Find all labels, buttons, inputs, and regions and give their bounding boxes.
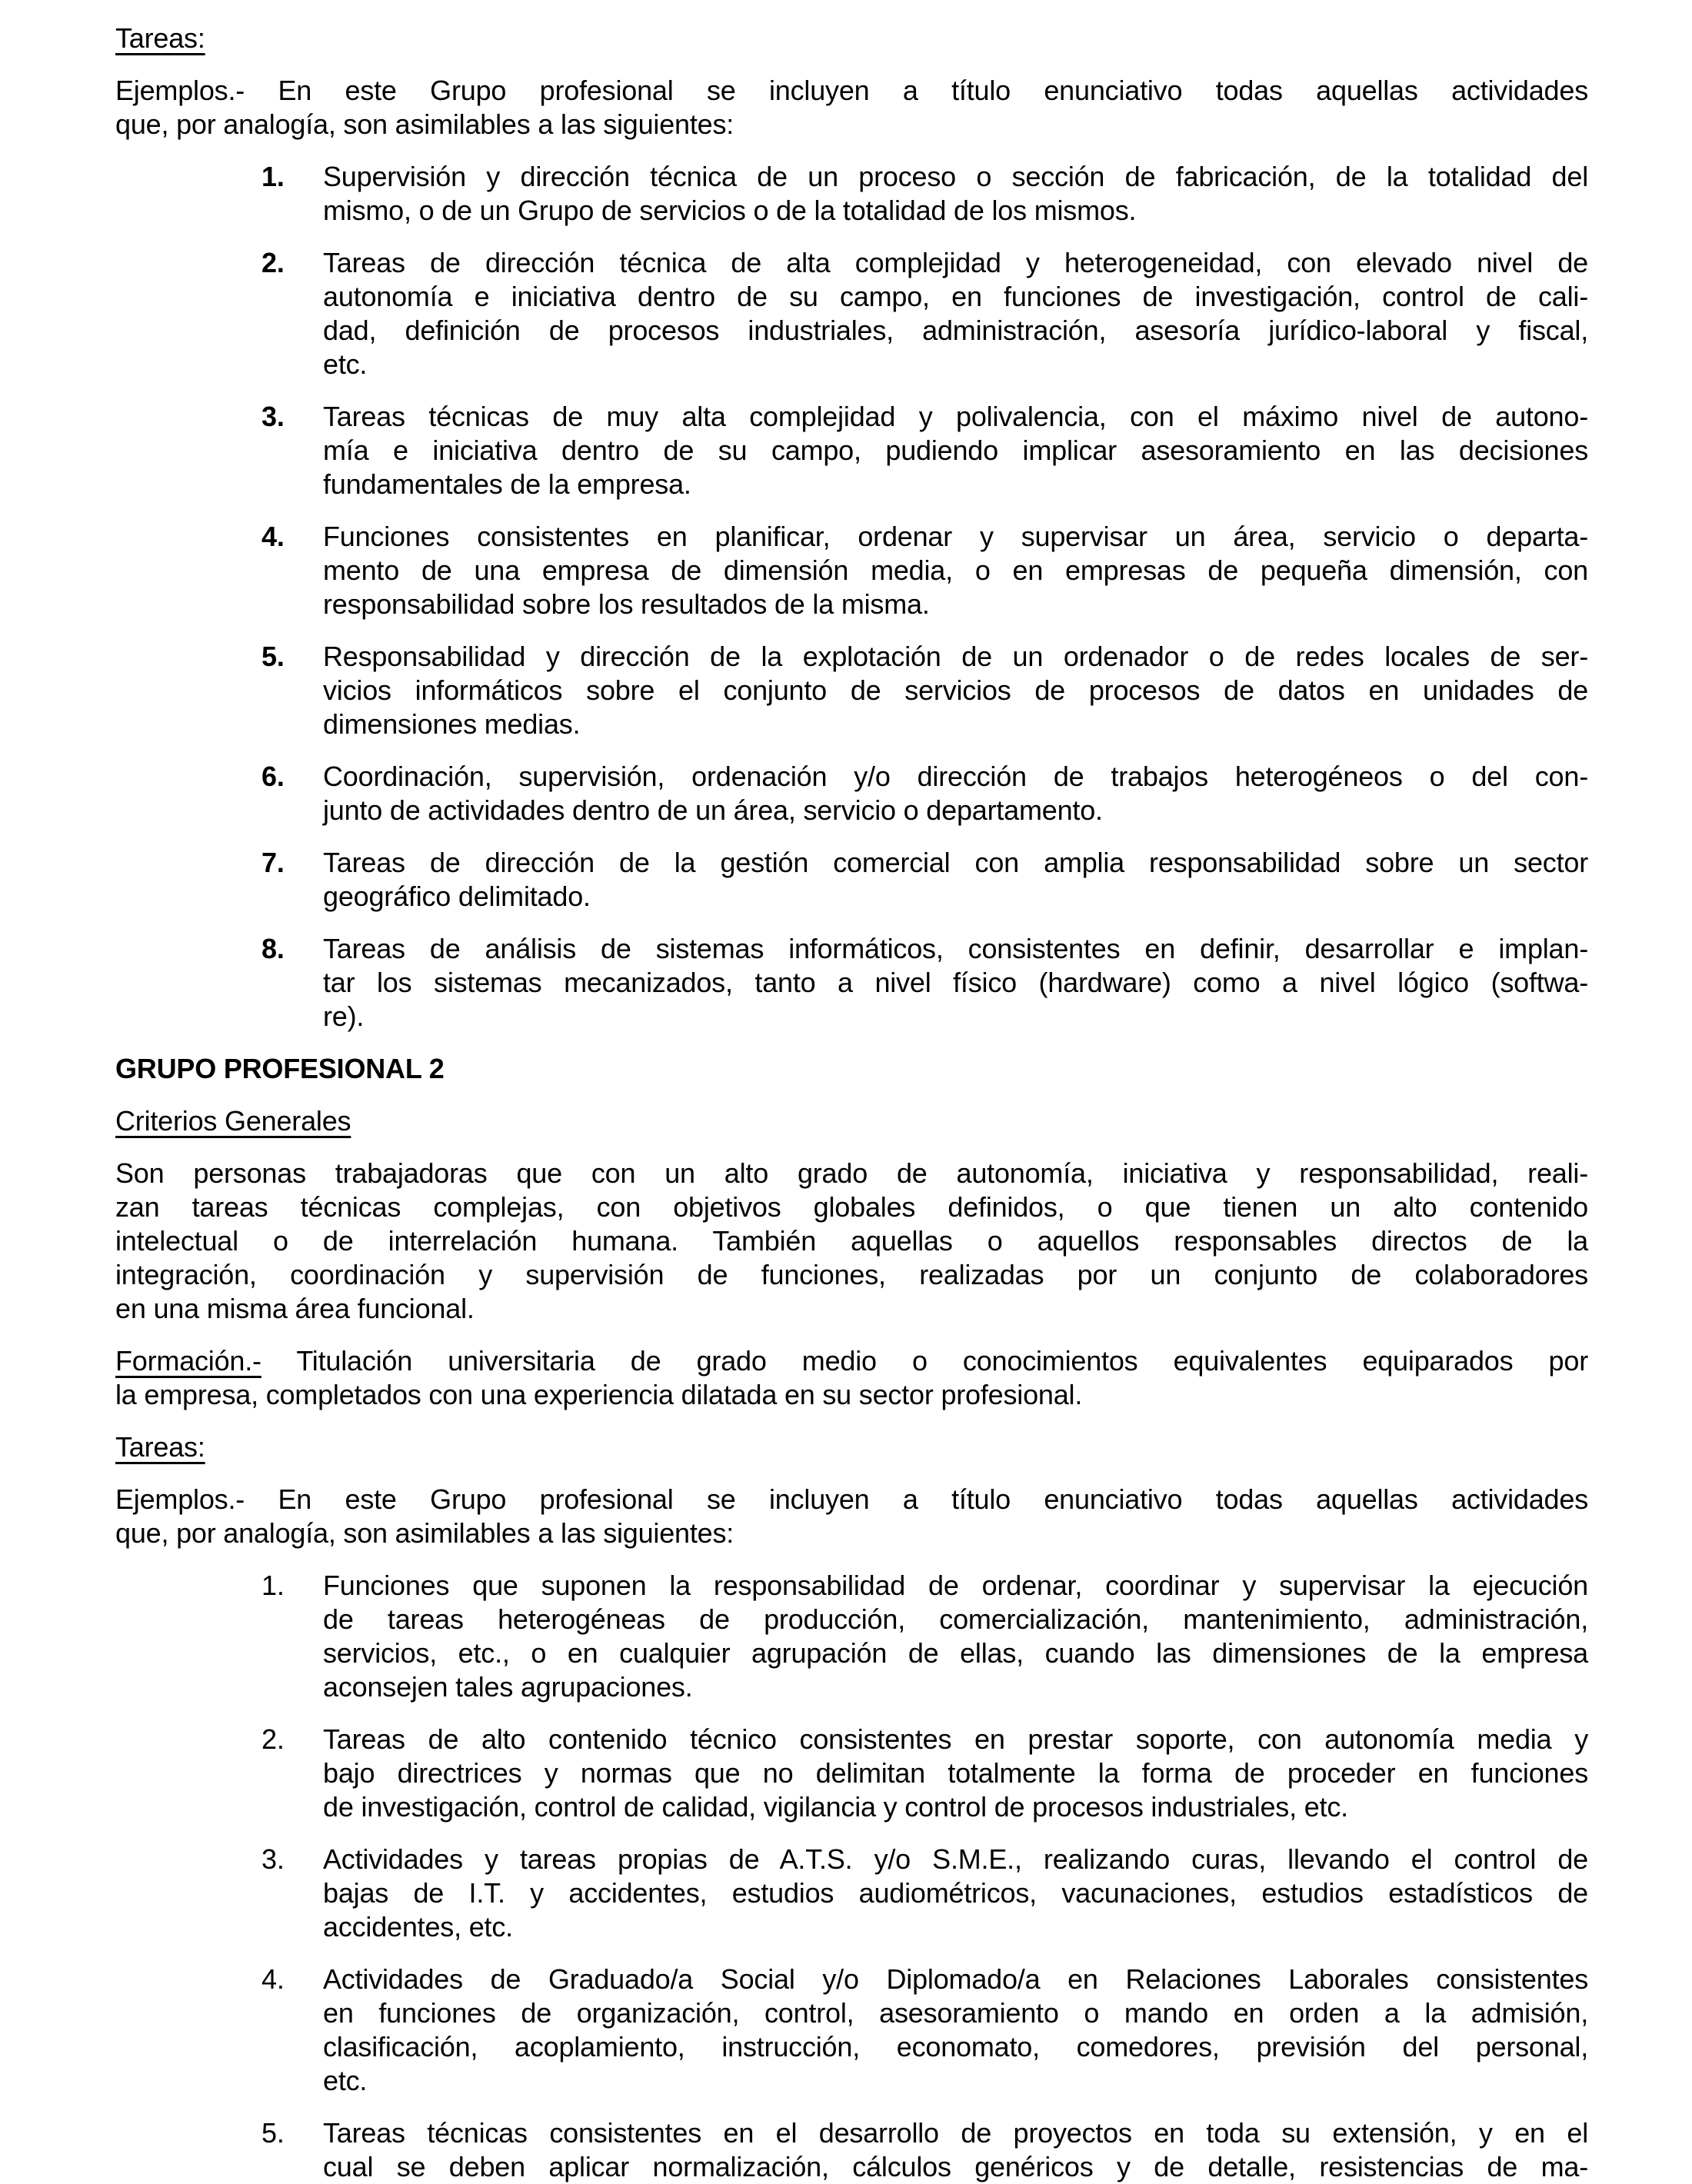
item-text	[323, 160, 1588, 228]
text-line: dad, definición de procesos industriales, administración, asesoría jurídico-laboral y fiscal,	[323, 315, 1588, 346]
grupo-2-title: GRUPO PROFESIONAL 2	[115, 1053, 445, 1084]
item-text	[323, 640, 1588, 741]
list-item	[115, 1569, 1588, 1704]
list-item	[115, 640, 1588, 741]
text-line: de investigación, control de calidad, vigilancia y control de procesos industriales, etc.	[323, 1791, 1348, 1823]
text-line: junto de actividades dentro de un área, servicio o departamento.	[323, 794, 1103, 826]
list-item	[115, 760, 1588, 827]
formacion-label: Formación.-	[115, 1345, 261, 1377]
item-text	[323, 760, 1588, 827]
text-line: etc.	[323, 348, 368, 380]
criterios-generales-paragraph	[115, 1157, 1588, 1326]
list-item	[115, 2116, 1588, 2184]
list-item	[115, 400, 1588, 501]
text-line: tar los sistemas mecanizados, tanto a nivel físico (hardware) como a nivel lógico (softwa-	[323, 967, 1588, 998]
list-item	[115, 1843, 1588, 1944]
tareas-heading	[115, 22, 1588, 55]
text-line: intelectual o de interrelación humana. También aquellas o aquellos responsables directos de la	[115, 1225, 1588, 1257]
text-line: la empresa, completados con una experiencia dilatada en su sector profesional.	[115, 1379, 1083, 1410]
ejemplos-paragraph-2	[115, 1483, 1588, 1550]
text-line: bajas de I.T. y accidentes, estudios audiométricos, vacunaciones, estudios estadísticos de	[323, 1877, 1588, 1909]
text-line: Tareas de dirección técnica de alta complejidad y heterogeneidad, con elevado nivel de	[323, 247, 1588, 278]
text-line: re).	[323, 1000, 365, 1032]
text-line: accidentes, etc.	[323, 1911, 513, 1943]
list-item	[115, 160, 1588, 228]
text-line: Supervisión y dirección técnica de un proceso o sección de fabricación, de la totalidad del	[323, 161, 1588, 192]
criterios-generales-heading	[115, 1104, 1588, 1138]
grupo-2-section	[115, 1052, 1588, 2184]
text-line: mismo, o de un Grupo de servicios o de la totalidad de los mismos.	[323, 195, 1137, 226]
text-line: Tareas de análisis de sistemas informáticos, consistentes en definir, desarrollar e implan-	[323, 933, 1588, 964]
item-text	[323, 2116, 1588, 2184]
text-line: bajo directrices y normas que no delimitan totalmente la forma de proceder en funciones	[323, 1757, 1588, 1789]
item-text	[323, 1843, 1588, 1944]
text-line: servicios, etc., o en cualquier agrupación de ellas, cuando las dimensiones de la empresa	[323, 1637, 1588, 1669]
text-line: Ejemplos.- En este Grupo profesional se incluyen a título enunciativo todas aquellas actividades	[115, 75, 1588, 106]
item-text	[323, 1963, 1588, 2098]
criterios-generales-heading-text: Criterios Generales	[115, 1105, 351, 1137]
text-line: aconsejen tales agrupaciones.	[323, 1671, 693, 1703]
text-line: cual se deben aplicar normalización, cálculos genéricos y de detalle, resistencias de ma-	[323, 2151, 1588, 2182]
text-line: mía e iniciativa dentro de su campo, pudiendo implicar asesoramiento en las decisiones	[323, 434, 1588, 466]
text-line: Funciones consistentes en planificar, ordenar y supervisar un área, servicio o departa-	[323, 521, 1588, 552]
text-line: vicios informáticos sobre el conjunto de servicios de procesos de datos en unidades de	[323, 674, 1588, 706]
item-text	[323, 246, 1588, 381]
text-line	[115, 1344, 1588, 1378]
tareas-heading-2-text: Tareas:	[115, 1431, 205, 1463]
formacion-line1-rest: Titulación universitaria de grado medio o conocimientos equivalentes equiparados por	[261, 1345, 1588, 1377]
item-number: 6.	[261, 761, 285, 792]
item-number: 1.	[261, 161, 285, 192]
text-line: Coordinación, supervisión, ordenación y/o dirección de trabajos heterogéneos o del con-	[323, 761, 1588, 792]
item-text	[323, 1723, 1588, 1824]
text-line: Tareas de dirección de la gestión comercial con amplia responsabilidad sobre un sector	[323, 847, 1588, 878]
text-line: Son personas trabajadoras que con un alto grado de autonomía, iniciativa y responsabilidad, reali-	[115, 1157, 1588, 1189]
item-number: 2.	[261, 1723, 285, 1755]
item-number: 8.	[261, 933, 285, 964]
text-line: fundamentales de la empresa.	[323, 468, 691, 500]
text-line: etc.	[323, 2065, 368, 2096]
list-item	[115, 1723, 1588, 1824]
text-line: dimensiones medias.	[323, 708, 581, 740]
item-text	[323, 520, 1588, 621]
text-line: Funciones que suponen la responsabilidad de ordenar, coordinar y supervisar la ejecución	[323, 1570, 1588, 1601]
tareas-heading-text: Tareas:	[115, 22, 205, 54]
list-item	[115, 846, 1588, 914]
item-text	[323, 846, 1588, 914]
tareas-heading-2	[115, 1430, 1588, 1464]
grupo-1-tareas-section	[115, 22, 1588, 1034]
item-text	[323, 932, 1588, 1034]
text-line: Tareas técnicas consistentes en el desarrollo de proyectos en toda su extensión, y en el	[323, 2117, 1588, 2149]
item-number: 5.	[261, 2117, 285, 2149]
text-line: Tareas de alto contenido técnico consistentes en prestar soporte, con autonomía media y	[323, 1723, 1588, 1755]
text-line: autonomía e iniciativa dentro de su campo, en funciones de investigación, control de cali-	[323, 281, 1588, 312]
text-line: Actividades y tareas propias de A.T.S. y/o S.M.E., realizando curas, llevando el control de	[323, 1843, 1588, 1875]
grupo-2-task-list	[115, 1569, 1588, 2184]
list-item	[115, 246, 1588, 381]
item-number: 4.	[261, 521, 285, 552]
text-line: integración, coordinación y supervisión de funciones, realizadas por un conjunto de colaboradores	[115, 1259, 1588, 1290]
text-line: Actividades de Graduado/a Social y/o Diplomado/a en Relaciones Laborales consistentes	[323, 1963, 1588, 1995]
item-number: 3.	[261, 1843, 285, 1875]
item-text	[323, 1569, 1588, 1704]
item-number: 3.	[261, 401, 285, 432]
text-line: mento de una empresa de dimensión media, o en empresas de pequeña dimensión, con	[323, 554, 1588, 586]
text-line: que, por analogía, son asimilables a las siguientes:	[115, 108, 734, 140]
formacion-paragraph	[115, 1344, 1588, 1412]
text-line: en una misma área funcional.	[115, 1293, 475, 1324]
item-number: 7.	[261, 847, 285, 878]
text-line: Responsabilidad y dirección de la explotación de un ordenador o de redes locales de ser-	[323, 641, 1588, 672]
item-number: 1.	[261, 1570, 285, 1601]
list-item	[115, 1963, 1588, 2098]
text-line: responsabilidad sobre los resultados de la misma.	[323, 588, 930, 620]
text-line: Ejemplos.- En este Grupo profesional se incluyen a título enunciativo todas aquellas actividades	[115, 1483, 1588, 1515]
item-number: 4.	[261, 1963, 285, 1995]
text-line: de tareas heterogéneas de producción, comercialización, mantenimiento, administración,	[323, 1603, 1588, 1635]
item-text	[323, 400, 1588, 501]
text-line: que, por analogía, son asimilables a las siguientes:	[115, 1517, 734, 1549]
text-line: en funciones de organización, control, asesoramiento o mando en orden a la admisión,	[323, 1997, 1588, 2029]
text-line: Tareas técnicas de muy alta complejidad y polivalencia, con el máximo nivel de autono-	[323, 401, 1588, 432]
text-line: geográfico delimitado.	[323, 881, 591, 912]
list-item	[115, 520, 1588, 621]
item-number: 2.	[261, 247, 285, 278]
grupo-1-task-list	[115, 160, 1588, 1034]
text-line: clasificación, acoplamiento, instrucción, economato, comedores, previsión del personal,	[323, 2031, 1588, 2062]
list-item	[115, 932, 1588, 1034]
ejemplos-paragraph	[115, 74, 1588, 141]
item-number: 5.	[261, 641, 285, 672]
text-line: zan tareas técnicas complejas, con objetivos globales definidos, o que tienen un alto contenido	[115, 1191, 1588, 1223]
